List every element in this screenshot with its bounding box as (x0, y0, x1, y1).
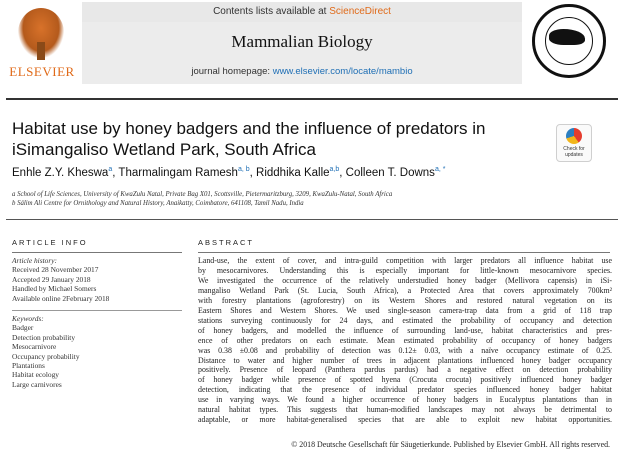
keyword-item: Occupancy probability (12, 351, 80, 361)
contents-prefix: Contents lists available at (213, 6, 330, 17)
paper-title (12, 118, 512, 160)
article-info-rule (12, 252, 182, 253)
affiliation-b: b Sálim Ali Centre for Ornithology and Natural History, Anaikatty, Coimbatore, 641108, Tamil Nadu, India (12, 200, 304, 207)
author-affiliation-mark[interactable]: a (108, 166, 113, 173)
check-for-updates-button[interactable] (556, 124, 592, 162)
affiliation-a: a School of Life Sciences, University of KwaZulu Natal, Private Bag X01, Scottsville, Pietermaritzburg, 3209, KwaZulu-Natal, South Africa (12, 191, 393, 198)
history-item: Handled by Michael Somers (12, 284, 97, 294)
badger-silhouette-icon (549, 29, 585, 45)
title-divider (6, 219, 618, 220)
author-name[interactable]: Tharmalingam Ramesh (118, 166, 238, 179)
abstract-line: stations surveying continuously for 24 days, and estimated the probability of occupancy and detection (198, 315, 612, 325)
society-seal-logo (532, 4, 606, 78)
check-updates-line-1: Check for (563, 146, 585, 152)
article-info-heading: ARTICLE INFO (12, 238, 88, 247)
keyword-item: Plantations (12, 361, 45, 371)
sciencedirect-link[interactable]: ScienceDirect (329, 6, 391, 17)
keyword-item: Mesocarnivore (12, 342, 57, 352)
author-list: Enhle Z.Y. Kheswa$^a$, Tharmalingam Ramesh$^{a, b}$, Riddhika Kalle$^{a,b}$, Colleen T. Downs$^{a, *}$ (12, 166, 446, 179)
keyword-item: Detection probability (12, 332, 76, 342)
title-line-2: iSimangaliso Wetland Park, South Africa (12, 140, 316, 159)
copyright-notice: © 2018 Deutsche Gesellschaft für Säugetierkunde. Published by Elsevier GmbH. All rights reserved. (291, 440, 610, 449)
journal-header-box (82, 22, 522, 84)
abstract-line: natural habitat types. This suggests that human-modified landscapes may not always be detrimental to (198, 405, 612, 415)
keywords-rule (12, 310, 182, 311)
history-item: Received 28 November 2017 (12, 265, 99, 275)
header-divider (6, 98, 618, 100)
abstract-line: Land-use, the extent of cover, and intra-guild competition with larger predators all influence habitat use (198, 256, 612, 265)
homepage-link[interactable]: www.elsevier.com/locate/mambio (272, 66, 413, 77)
abstract-body (198, 256, 612, 425)
abstract-line: detection, indicating that the presence of individual predator species influenced honey badger habitat (198, 385, 612, 395)
keyword-item: Habitat ecology (12, 370, 59, 380)
elsevier-trunk (37, 42, 45, 60)
abstract-rule (198, 252, 610, 253)
author-affiliation-mark[interactable]: a,b (329, 166, 340, 173)
abstract-line: Distance to water and higher number of trees in adjacent plantations influenced honey badger occupancy (198, 355, 612, 365)
article-history (12, 256, 182, 303)
crossmark-icon (566, 128, 582, 144)
abstract-line: adaptable, or more habitat-generalised species that are able to exploit new habitat opportunities. (198, 415, 612, 425)
elsevier-logo[interactable] (6, 6, 78, 82)
abstract-line: by mesocarnivores. Understanding this is especially important for little-known mesocarnivore species. (198, 265, 612, 275)
elsevier-wordmark: ELSEVIER (9, 64, 75, 79)
journal-title: Mammalian Biology (231, 32, 373, 51)
abstract-line: use in varying ways. We found a higher occurrence of honey badgers in Eucalyptus plantations than in (198, 395, 612, 405)
check-updates-label (557, 146, 591, 158)
author-name[interactable]: Colleen T. Downs (345, 166, 435, 179)
abstract-line: of honey badger while presence of spotted hyena (Crocuta crocuta) positively influenced honey badger (198, 375, 612, 385)
abstract-line: with forestry plantations (agroforestry) on its Western Shores and restored natural vegetation on its (198, 295, 612, 305)
history-item: Accepted 29 January 2018 (12, 274, 91, 284)
abstract-line: of honey badgers, and modelled the influence of surrounding land-use, habitat characteristics and pres- (198, 325, 612, 335)
history-label: Article history: (12, 256, 57, 265)
author-affiliation-mark[interactable]: a, b (237, 166, 250, 173)
keyword-item: Large carnivores (12, 379, 62, 389)
abstract-line: We investigated the occurrence of the relatively understudied honey badger (Mellivora capensis) in iSi- (198, 275, 612, 285)
contents-band (82, 2, 522, 22)
abstract-line: was 0.38 ±0.08 and probability of detection was 0.12± 0.03, with a naïve occupancy estimate of 0.25. (198, 345, 612, 355)
abstract-line: mangaliso Wetland Park (St. Lucia, South Africa), a Protected Area that covers approximately 700km² (198, 285, 612, 295)
history-item: Available online 2February 2018 (12, 293, 110, 303)
keywords-list (12, 314, 182, 389)
keywords-label: Keywords: (12, 314, 44, 323)
author-name[interactable]: Riddhika Kalle (256, 166, 330, 179)
author-name[interactable]: Enhle Z.Y. Kheswa (12, 166, 109, 179)
keyword-item: Badger (12, 323, 34, 333)
check-updates-line-2: updates (565, 152, 583, 158)
abstract-heading: ABSTRACT (198, 238, 255, 247)
author-affiliation-mark[interactable]: a, * (434, 166, 446, 173)
abstract-line: ence of other predators on each estimate. Mean estimated probability of occupancy of honey badgers (198, 335, 612, 345)
homepage-prefix: journal homepage: (191, 66, 273, 77)
abstract-line: Eastern Shores and Western Shores. We used single-season camera-trap data from a grid of 118 trap (198, 305, 612, 315)
title-line-1: Habitat use by honey badgers and the influence of predators in (12, 119, 486, 138)
journal-homepage (82, 66, 522, 77)
abstract-line: positively. Presence of leopard (Panthera pardus pardus) had a negative effect on detection probability (198, 365, 612, 375)
